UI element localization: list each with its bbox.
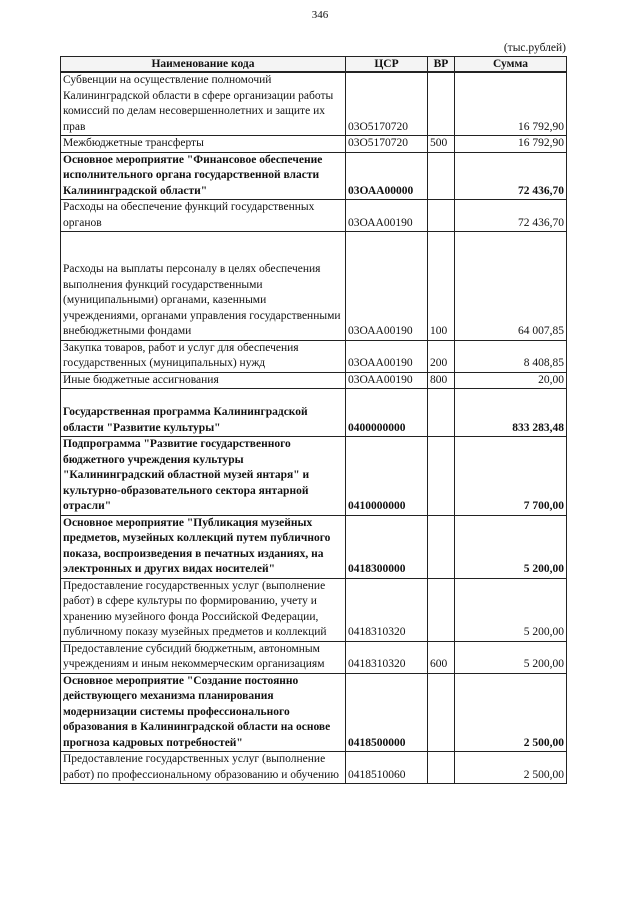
header-csr: ЦСР (346, 57, 428, 73)
cell-name: Расходы на обеспечение функций государственных органов (61, 200, 346, 232)
cell-vr (428, 578, 455, 641)
cell-csr: 0418300000 (346, 515, 428, 578)
table-header-row (61, 57, 567, 73)
cell-sum: 833 283,48 (455, 389, 567, 437)
cell-vr: 500 (428, 136, 455, 153)
header-sum: Сумма (455, 57, 567, 73)
cell-vr (428, 437, 455, 516)
table-body (61, 72, 567, 784)
cell-name: Расходы на выплаты персоналу в целях обеспечения выполнения функций государственными (муниципальными) органами, казенными учреждениями, органами управления государственными внебюджетными фондами (61, 232, 346, 341)
table-row (61, 340, 567, 372)
header-name: Наименование кода (61, 57, 346, 73)
cell-name: Государственная программа Калининградской области "Развитие культуры" (61, 389, 346, 437)
table-row (61, 152, 567, 200)
cell-sum: 72 436,70 (455, 200, 567, 232)
cell-name: Подпрограмма "Развитие государственного бюджетного учреждения культуры "Калининградский областной музей янтаря" и культурно-образовательного сектора янтарной отрасли" (61, 437, 346, 516)
header-vr: ВР (428, 57, 455, 73)
cell-sum: 2 500,00 (455, 752, 567, 784)
cell-vr (428, 72, 455, 136)
cell-csr: 03ОАА00190 (346, 372, 428, 389)
cell-name: Иные бюджетные ассигнования (61, 372, 346, 389)
cell-csr: 03ОАА00190 (346, 232, 428, 341)
cell-csr: 0418500000 (346, 673, 428, 752)
cell-sum: 16 792,90 (455, 136, 567, 153)
cell-vr (428, 673, 455, 752)
table-row (61, 752, 567, 784)
page-number: 346 (311, 9, 329, 21)
cell-csr: 0418310320 (346, 641, 428, 673)
cell-vr (428, 152, 455, 200)
cell-name: Предоставление субсидий бюджетным, автономным учреждениям и иным некоммерческим организациям (61, 641, 346, 673)
table-row (61, 372, 567, 389)
cell-name: Закупка товаров, работ и услуг для обеспечения государственных (муниципальных) нужд (61, 340, 346, 372)
table-row (61, 232, 567, 341)
cell-csr: 03ОАА00000 (346, 152, 428, 200)
table-row (61, 136, 567, 153)
cell-csr: 03ОАА00190 (346, 200, 428, 232)
cell-name: Основное мероприятие "Финансовое обеспечение исполнительного органа государственной власти Калининградской области" (61, 152, 346, 200)
cell-vr (428, 389, 455, 437)
units-label: (тыс.рублей) (503, 42, 566, 54)
table-row (61, 200, 567, 232)
cell-vr (428, 515, 455, 578)
cell-vr (428, 200, 455, 232)
cell-csr: 03О5170720 (346, 136, 428, 153)
cell-name: Межбюджетные трансферты (61, 136, 346, 153)
cell-sum: 20,00 (455, 372, 567, 389)
cell-name: Предоставление государственных услуг (выполнение работ) в сфере культуры по формированию, учету и хранению музейного фонда Российской Федерации, публичному показу музейных предметов и коллекций (61, 578, 346, 641)
table-row (61, 437, 567, 516)
cell-name: Предоставление государственных услуг (выполнение работ) по профессиональному образованию и обучению (61, 752, 346, 784)
cell-sum: 5 200,00 (455, 641, 567, 673)
cell-csr: 0418310320 (346, 578, 428, 641)
table-row (61, 72, 567, 136)
cell-name: Основное мероприятие "Создание постоянно действующего механизма планирования модернизации системы профессионального образования в Калининградской области на основе прогноза кадровых потребностей" (61, 673, 346, 752)
cell-name: Основное мероприятие "Публикация музейных предметов, музейных коллекций путем публичного показа, воспроизведения в печатных изданиях, на электронных и других видах носителей" (61, 515, 346, 578)
cell-name: Субвенции на осуществление полномочий Калининградской области в сфере организации работы комиссий по делам несовершеннолетних и защите их прав (61, 72, 346, 136)
cell-vr: 100 (428, 232, 455, 341)
cell-sum: 16 792,90 (455, 72, 567, 136)
cell-vr: 600 (428, 641, 455, 673)
cell-csr: 0400000000 (346, 389, 428, 437)
cell-sum: 8 408,85 (455, 340, 567, 372)
table-row (61, 641, 567, 673)
table-row (61, 578, 567, 641)
cell-vr: 200 (428, 340, 455, 372)
table-row (61, 515, 567, 578)
cell-csr: 0418510060 (346, 752, 428, 784)
cell-sum: 5 200,00 (455, 515, 567, 578)
table-row (61, 673, 567, 752)
cell-csr: 03О5170720 (346, 72, 428, 136)
cell-vr: 800 (428, 372, 455, 389)
cell-sum: 2 500,00 (455, 673, 567, 752)
budget-table (60, 56, 567, 784)
cell-csr: 03ОАА00190 (346, 340, 428, 372)
table-row (61, 389, 567, 437)
cell-csr: 0410000000 (346, 437, 428, 516)
cell-sum: 7 700,00 (455, 437, 567, 516)
cell-sum: 72 436,70 (455, 152, 567, 200)
cell-sum: 5 200,00 (455, 578, 567, 641)
cell-sum: 64 007,85 (455, 232, 567, 341)
cell-vr (428, 752, 455, 784)
